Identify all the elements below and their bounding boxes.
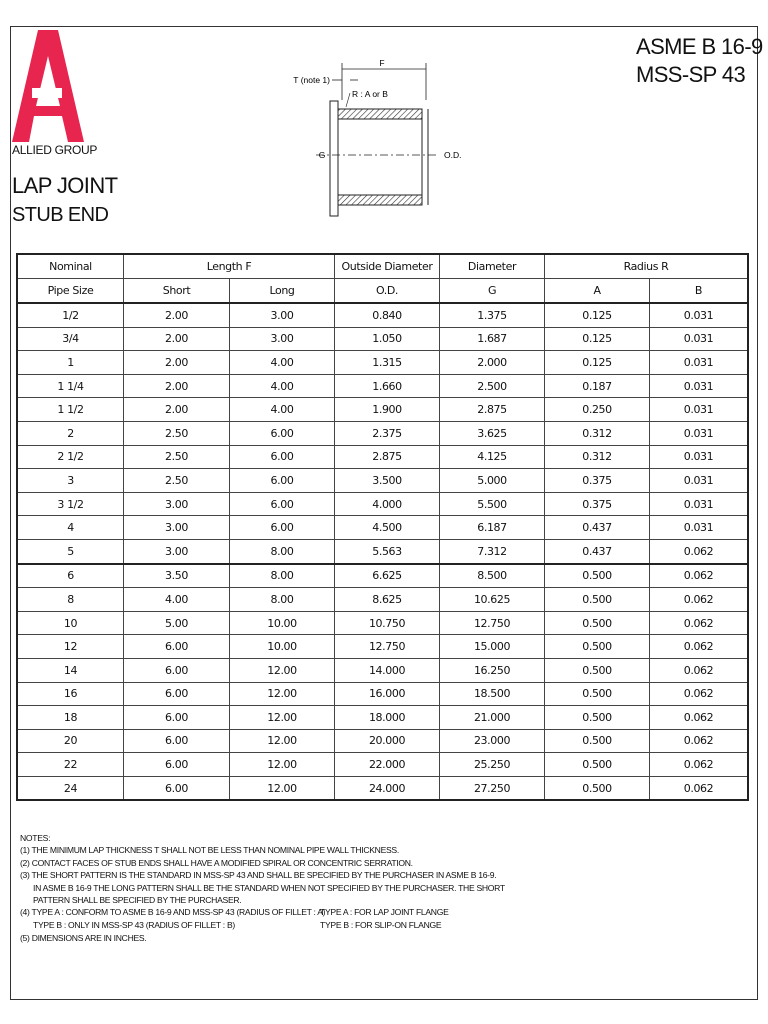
cell-long: 4.00 xyxy=(230,351,335,375)
cell-long: 12.00 xyxy=(230,682,335,706)
cell-pipe-size: 8 xyxy=(17,588,124,612)
cell-b: 0.031 xyxy=(650,351,749,375)
note-1: (1) THE MINIMUM LAP THICKNESS T SHALL NOT BE LESS THAN NOMINAL PIPE WALL THICKNESS. xyxy=(20,845,399,856)
cell-g: 5.000 xyxy=(440,469,545,493)
cell-g: 25.250 xyxy=(440,753,545,777)
cell-od: 4.000 xyxy=(335,492,440,516)
cell-pipe-size: 22 xyxy=(17,753,124,777)
note-3-line-2: IN ASME B 16-9 THE LONG PATTERN SHALL BE THE STANDARD WHEN NOT SPECIFIED BY THE PURCHASER. THE SHORT xyxy=(33,882,505,893)
cell-od: 20.000 xyxy=(335,729,440,753)
cell-b: 0.031 xyxy=(650,398,749,422)
cell-a: 0.500 xyxy=(545,682,650,706)
cell-short: 2.00 xyxy=(124,351,230,375)
cell-pipe-size: 3 1/2 xyxy=(17,492,124,516)
sub-long: Long xyxy=(230,279,335,304)
cell-long: 3.00 xyxy=(230,327,335,351)
cell-a: 0.125 xyxy=(545,351,650,375)
col-outside-diameter: Outside Diameter xyxy=(335,254,440,279)
table-row xyxy=(17,564,748,588)
sub-b: B xyxy=(650,279,749,304)
cell-od: 1.900 xyxy=(335,398,440,422)
cell-long: 8.00 xyxy=(230,539,335,563)
cell-long: 10.00 xyxy=(230,635,335,659)
table-row xyxy=(17,588,748,612)
cell-long: 12.00 xyxy=(230,776,335,800)
cell-od: 2.375 xyxy=(335,421,440,445)
cell-od: 22.000 xyxy=(335,753,440,777)
cell-g: 15.000 xyxy=(440,635,545,659)
cell-b: 0.062 xyxy=(650,564,749,588)
cell-g: 18.500 xyxy=(440,682,545,706)
cell-a: 0.312 xyxy=(545,445,650,469)
cell-a: 0.125 xyxy=(545,327,650,351)
table-row xyxy=(17,611,748,635)
cell-long: 12.00 xyxy=(230,729,335,753)
cell-short: 3.00 xyxy=(124,539,230,563)
cell-g: 6.187 xyxy=(440,516,545,540)
cell-g: 21.000 xyxy=(440,706,545,730)
cell-g: 8.500 xyxy=(440,564,545,588)
cell-b: 0.062 xyxy=(650,588,749,612)
cell-short: 6.00 xyxy=(124,635,230,659)
standard-asme: ASME B 16-9 xyxy=(636,34,763,59)
note-4-line-2: TYPE B : ONLY IN MSS-SP 43 (RADIUS OF FILLET : B) xyxy=(33,920,235,931)
cell-a: 0.500 xyxy=(545,753,650,777)
cell-b: 0.031 xyxy=(650,469,749,493)
cell-long: 6.00 xyxy=(230,492,335,516)
cell-od: 12.750 xyxy=(335,635,440,659)
cell-pipe-size: 6 xyxy=(17,564,124,588)
cell-short: 6.00 xyxy=(124,776,230,800)
cell-short: 6.00 xyxy=(124,682,230,706)
cell-long: 6.00 xyxy=(230,516,335,540)
cell-pipe-size: 2 xyxy=(17,421,124,445)
notes-section xyxy=(20,832,640,945)
page-title: LAP JOINT xyxy=(12,173,118,198)
cell-a: 0.312 xyxy=(545,421,650,445)
note-4-line-1: (4) TYPE A : CONFORM TO ASME B 16-9 AND MSS-SP 43 (RADIUS OF FILLET : A) xyxy=(20,907,326,918)
note-4 xyxy=(20,906,640,932)
table-row xyxy=(17,492,748,516)
table-row xyxy=(17,682,748,706)
cell-pipe-size: 3/4 xyxy=(17,327,124,351)
cell-g: 12.750 xyxy=(440,611,545,635)
table-row xyxy=(17,753,748,777)
dim-f-label: F xyxy=(379,58,385,68)
cell-b: 0.062 xyxy=(650,776,749,800)
cell-a: 0.187 xyxy=(545,374,650,398)
cell-long: 4.00 xyxy=(230,398,335,422)
notes-heading: NOTES: xyxy=(20,833,51,843)
note-5: (5) DIMENSIONS ARE IN INCHES. xyxy=(20,933,147,944)
cell-a: 0.500 xyxy=(545,635,650,659)
allied-group-logo xyxy=(12,30,84,142)
table-row xyxy=(17,729,748,753)
note-4-right-1: TYPE A : FOR LAP JOINT FLANGE xyxy=(320,907,449,918)
col-nominal: Nominal xyxy=(17,254,124,279)
cell-pipe-size: 24 xyxy=(17,776,124,800)
cell-b: 0.062 xyxy=(650,753,749,777)
dim-t-label: T (note 1) xyxy=(293,75,330,85)
cell-b: 0.062 xyxy=(650,729,749,753)
cell-pipe-size: 5 xyxy=(17,539,124,563)
table-row xyxy=(17,658,748,682)
col-length: Length F xyxy=(124,254,335,279)
cell-short: 4.00 xyxy=(124,588,230,612)
cell-b: 0.031 xyxy=(650,445,749,469)
cell-short: 2.00 xyxy=(124,303,230,327)
sub-g: G xyxy=(440,279,545,304)
cell-long: 6.00 xyxy=(230,421,335,445)
cell-pipe-size: 10 xyxy=(17,611,124,635)
cell-b: 0.062 xyxy=(650,706,749,730)
table-row xyxy=(17,445,748,469)
stub-end-diagram xyxy=(286,55,466,225)
cell-long: 8.00 xyxy=(230,564,335,588)
dim-od-label: O.D. xyxy=(444,150,462,160)
cell-od: 16.000 xyxy=(335,682,440,706)
cell-b: 0.062 xyxy=(650,539,749,563)
cell-short: 2.50 xyxy=(124,445,230,469)
cell-g: 1.375 xyxy=(440,303,545,327)
cell-b: 0.031 xyxy=(650,303,749,327)
cell-short: 3.00 xyxy=(124,492,230,516)
cell-a: 0.500 xyxy=(545,706,650,730)
table-row xyxy=(17,516,748,540)
cell-pipe-size: 18 xyxy=(17,706,124,730)
cell-b: 0.031 xyxy=(650,516,749,540)
cell-short: 3.00 xyxy=(124,516,230,540)
sub-pipe-size: Pipe Size xyxy=(17,279,124,304)
cell-a: 0.375 xyxy=(545,492,650,516)
cell-short: 2.50 xyxy=(124,469,230,493)
note-3-line-1: (3) THE SHORT PATTERN IS THE STANDARD IN MSS-SP 43 AND SHALL BE SPECIFIED BY THE PURCHASER IN ASME B 16-9. xyxy=(20,870,497,881)
cell-b: 0.031 xyxy=(650,492,749,516)
table-row xyxy=(17,776,748,800)
note-2: (2) CONTACT FACES OF STUB ENDS SHALL HAVE A MODIFIED SPIRAL OR CONCENTRIC SERRATION. xyxy=(20,857,413,868)
cell-pipe-size: 12 xyxy=(17,635,124,659)
cell-pipe-size: 14 xyxy=(17,658,124,682)
cell-short: 6.00 xyxy=(124,729,230,753)
cell-a: 0.500 xyxy=(545,588,650,612)
cell-pipe-size: 16 xyxy=(17,682,124,706)
cell-od: 4.500 xyxy=(335,516,440,540)
cell-long: 6.00 xyxy=(230,469,335,493)
table-row xyxy=(17,539,748,563)
dimensions-table xyxy=(16,253,749,801)
cell-pipe-size: 1 xyxy=(17,351,124,375)
table-row xyxy=(17,635,748,659)
cell-pipe-size: 2 1/2 xyxy=(17,445,124,469)
cell-long: 10.00 xyxy=(230,611,335,635)
dim-g-label: G xyxy=(318,150,326,160)
page-subtitle: STUB END xyxy=(12,204,109,226)
cell-b: 0.031 xyxy=(650,374,749,398)
cell-pipe-size: 3 xyxy=(17,469,124,493)
cell-g: 2.000 xyxy=(440,351,545,375)
table-row xyxy=(17,398,748,422)
cell-od: 1.050 xyxy=(335,327,440,351)
cell-pipe-size: 1 1/2 xyxy=(17,398,124,422)
table-row xyxy=(17,469,748,493)
cell-g: 3.625 xyxy=(440,421,545,445)
sub-a: A xyxy=(545,279,650,304)
cell-od: 5.563 xyxy=(335,539,440,563)
cell-short: 2.00 xyxy=(124,398,230,422)
table-row xyxy=(17,421,748,445)
sub-short: Short xyxy=(124,279,230,304)
cell-g: 16.250 xyxy=(440,658,545,682)
cell-g: 5.500 xyxy=(440,492,545,516)
cell-long: 12.00 xyxy=(230,658,335,682)
cell-a: 0.375 xyxy=(545,469,650,493)
col-diameter: Diameter xyxy=(440,254,545,279)
cell-a: 0.500 xyxy=(545,658,650,682)
cell-b: 0.031 xyxy=(650,327,749,351)
table-header-row xyxy=(17,254,748,279)
cell-b: 0.062 xyxy=(650,611,749,635)
col-radius: Radius R xyxy=(545,254,749,279)
cell-b: 0.062 xyxy=(650,635,749,659)
cell-b: 0.031 xyxy=(650,421,749,445)
cell-g: 7.312 xyxy=(440,539,545,563)
cell-short: 5.00 xyxy=(124,611,230,635)
cell-b: 0.062 xyxy=(650,682,749,706)
cell-long: 6.00 xyxy=(230,445,335,469)
table-row xyxy=(17,374,748,398)
cell-od: 1.315 xyxy=(335,351,440,375)
cell-od: 3.500 xyxy=(335,469,440,493)
cell-short: 2.00 xyxy=(124,374,230,398)
cell-od: 8.625 xyxy=(335,588,440,612)
sub-od: O.D. xyxy=(335,279,440,304)
cell-long: 8.00 xyxy=(230,588,335,612)
table-row xyxy=(17,706,748,730)
cell-od: 2.875 xyxy=(335,445,440,469)
cell-a: 0.500 xyxy=(545,564,650,588)
table-subheader-row xyxy=(17,279,748,304)
table-row xyxy=(17,303,748,327)
cell-pipe-size: 1 1/4 xyxy=(17,374,124,398)
cell-od: 0.840 xyxy=(335,303,440,327)
cell-g: 2.875 xyxy=(440,398,545,422)
cell-od: 10.750 xyxy=(335,611,440,635)
table-body xyxy=(17,303,748,800)
cell-g: 23.000 xyxy=(440,729,545,753)
cell-g: 1.687 xyxy=(440,327,545,351)
cell-b: 0.062 xyxy=(650,658,749,682)
cell-od: 18.000 xyxy=(335,706,440,730)
dim-r-label: R : A or B xyxy=(352,89,388,99)
cell-a: 0.437 xyxy=(545,516,650,540)
cell-long: 12.00 xyxy=(230,706,335,730)
cell-od: 1.660 xyxy=(335,374,440,398)
cell-short: 2.00 xyxy=(124,327,230,351)
cell-short: 6.00 xyxy=(124,658,230,682)
cell-short: 6.00 xyxy=(124,706,230,730)
cell-pipe-size: 20 xyxy=(17,729,124,753)
note-3-line-3: PATTERN SHALL BE SPECIFIED BY THE PURCHASER. xyxy=(33,895,242,906)
cell-g: 4.125 xyxy=(440,445,545,469)
standard-mss: MSS-SP 43 xyxy=(636,62,746,87)
cell-long: 4.00 xyxy=(230,374,335,398)
cell-short: 2.50 xyxy=(124,421,230,445)
cell-g: 2.500 xyxy=(440,374,545,398)
note-4-right-2: TYPE B : FOR SLIP-ON FLANGE xyxy=(320,920,442,931)
cell-od: 14.000 xyxy=(335,658,440,682)
table-row xyxy=(17,327,748,351)
cell-a: 0.500 xyxy=(545,776,650,800)
cell-od: 24.000 xyxy=(335,776,440,800)
cell-pipe-size: 4 xyxy=(17,516,124,540)
cell-a: 0.250 xyxy=(545,398,650,422)
cell-a: 0.125 xyxy=(545,303,650,327)
cell-short: 3.50 xyxy=(124,564,230,588)
cell-g: 10.625 xyxy=(440,588,545,612)
cell-a: 0.437 xyxy=(545,539,650,563)
cell-a: 0.500 xyxy=(545,611,650,635)
cell-short: 6.00 xyxy=(124,753,230,777)
standards-block xyxy=(636,33,763,89)
cell-g: 27.250 xyxy=(440,776,545,800)
cell-long: 12.00 xyxy=(230,753,335,777)
cell-a: 0.500 xyxy=(545,729,650,753)
brand-name: ALLIED GROUP xyxy=(12,143,98,157)
cell-od: 6.625 xyxy=(335,564,440,588)
cell-long: 3.00 xyxy=(230,303,335,327)
table-row xyxy=(17,351,748,375)
cell-pipe-size: 1/2 xyxy=(17,303,124,327)
